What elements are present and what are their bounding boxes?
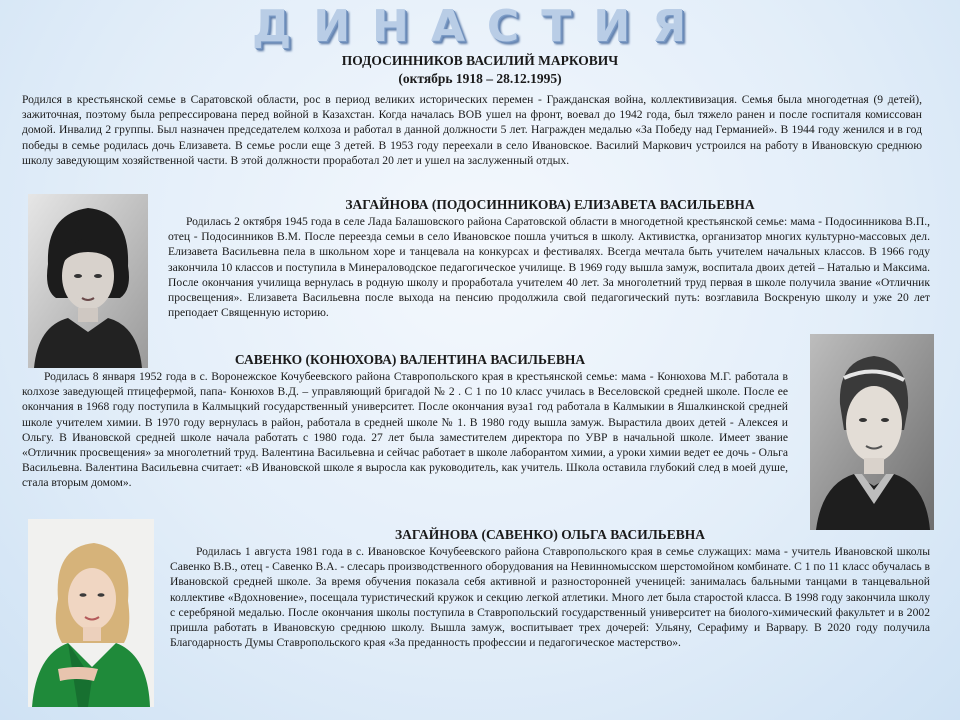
person-1-bio: Родился в крестьянской семье в Саратовской области, рос в период великих исторических перемен - Гражданская война, коллективизация. Семья была многодетная (9 детей), зажиточная, поэтому была репрессирована перед войной в Казахстан. Когда началась ВОВ ушел на фронт, воевал до 1942 года, был тяжело ранен и после госпиталя комиссован домой. Инвалид 2 группы. Был назначен председателем колхоза и работал в данной должности 5 лет. Награжден медалью «За Победу над Германией». В 1944 году женился и в год победы в семье родилась дочь Елизавета. В семье росли еще 3 детей. В 1953 году переехали в село Ивановское. Василий Маркович устроился на работу в Ивановскую среднюю школу заведующим хозяйственной части. В этой должности проработал 20 лет и ушел на заслуженный отдых. (22, 93, 922, 167)
person-1-name: ПОДОСИННИКОВ ВАСИЛИЙ МАРКОВИЧ (341, 53, 619, 68)
portrait-photo-valentina (810, 334, 934, 530)
person-4-bio: Родилась 1 августа 1981 года в с. Ивановское Кочубеевского района Ставропольского края в семье служащих: мама - учитель Ивановской школы Савенко В.В., отец - Савенко В.А. - слесарь производственного оборудования на Невинномысском шерстомойном комбинате. С 1 по 11 класс обучалась в Ивановской средней школе. За время обучения показала себя активной и разносторонней ученицей: занималась бальными танцами в танцевальной коллективе «Вдохновение», посещала туристический кружок и секцию легкой атлетики. Много лет была старостой класса. В 1998 году закончила школу с серебряной медалью. После окончания школы поступила в Ставропольский государственный университет на биолого-химический факультет и в 2002 пришла работать в Ивановскую среднюю школу. Вышла замуж, воспитывает трех дочерей: Ульяну, Серафиму и Варвару. В 2020 году получила Благодарность Думы Ставропольского края «За преданность профессии и педагогическое мастерство». (170, 545, 930, 650)
portrait-photo-elizaveta (28, 194, 148, 368)
person-1-dates: (октябрь 1918 – 28.12.1995) (398, 71, 562, 86)
person-2-bio: Родилась 2 октября 1945 года в селе Лада Балашовского района Саратовской области в многодетной крестьянской семье: мама - Подосинникова В.П., отец - Подосинников В.М. После переезда семьи в село Ивановское пошла учиться в школу. Активистка, организатор многих культурно-массовых дел. Елизавета Васильевна пела в школьном хоре и танцевала на конкурсах и фестивалях. Всегда мечтала быть учителем начальных классов. В 1966 году закончила 10 классов и поступила в Минераловодское педагогическое училище. В 1969 году вышла замуж, воспитала двоих детей – Наталью и Максима. После окончания училища вернулась в родную школу и проработала учителем 40 лет. За многолетний труд первая в школе получила звание «Отличник просвещения». Елизавета Васильевна после выхода на пенсию продолжила свой педагогический путь: возглавила Воскреную школу и уже 20 лет преподает Священную историю. (168, 215, 930, 320)
portrait-photo-olga (28, 519, 154, 707)
person-3-bio: Родилась 8 января 1952 года в с. Воронежское Кочубеевского района Ставропольского края в крестьянской семье: мама - Конюхова М.Г. работала в колхозе заведующей птицефермой, папа- Конюхов В.Д. – управляющий бригадой № 2 . С 1 по 10 класс училась в Веселовской средней школе. После ее окончания в 1968 году поступила в Калмыцкий государственный университет. После окончания вуза1 год работала в Калмыкии в Яшалкинской средней школе учителем химии. В 1970 году вернулась в район, работала в средней школе № 1. В 1980 году вышла замуж. Вырастила двоих детей - Алексея и Ольгу. В Ивановской средней школе начала работать с 1980 года. 27 лет была заместителем директора по УВР в начальной школе. Имеет звание «Отличник просвещения» за многолетний труд. Валентина Васильевна и сейчас работает в школе лаборантом химии, а уроки химии ведет ее дочь - Ольга Васильевна. Валентина Васильевна считает: «В Ивановской школе я выросла как руководитель, как учитель. Школа оставила глубокий след в моей душе, стала вторым домом». (22, 370, 788, 490)
person-2-name: ЗАГАЙНОВА (ПОДОСИННИКОВА) ЕЛИЗАВЕТА ВАСИЛЬЕВНА (345, 197, 755, 212)
person-3-name: САВЕНКО (КОНЮХОВА) ВАЛЕНТИНА ВАСИЛЬЕВНА (234, 352, 586, 367)
person-4-name: ЗАГАЙНОВА (САВЕНКО) ОЛЬГА ВАСИЛЬЕВНА (395, 527, 705, 542)
page-title: ДИНАСТИЯ (252, 1, 708, 52)
